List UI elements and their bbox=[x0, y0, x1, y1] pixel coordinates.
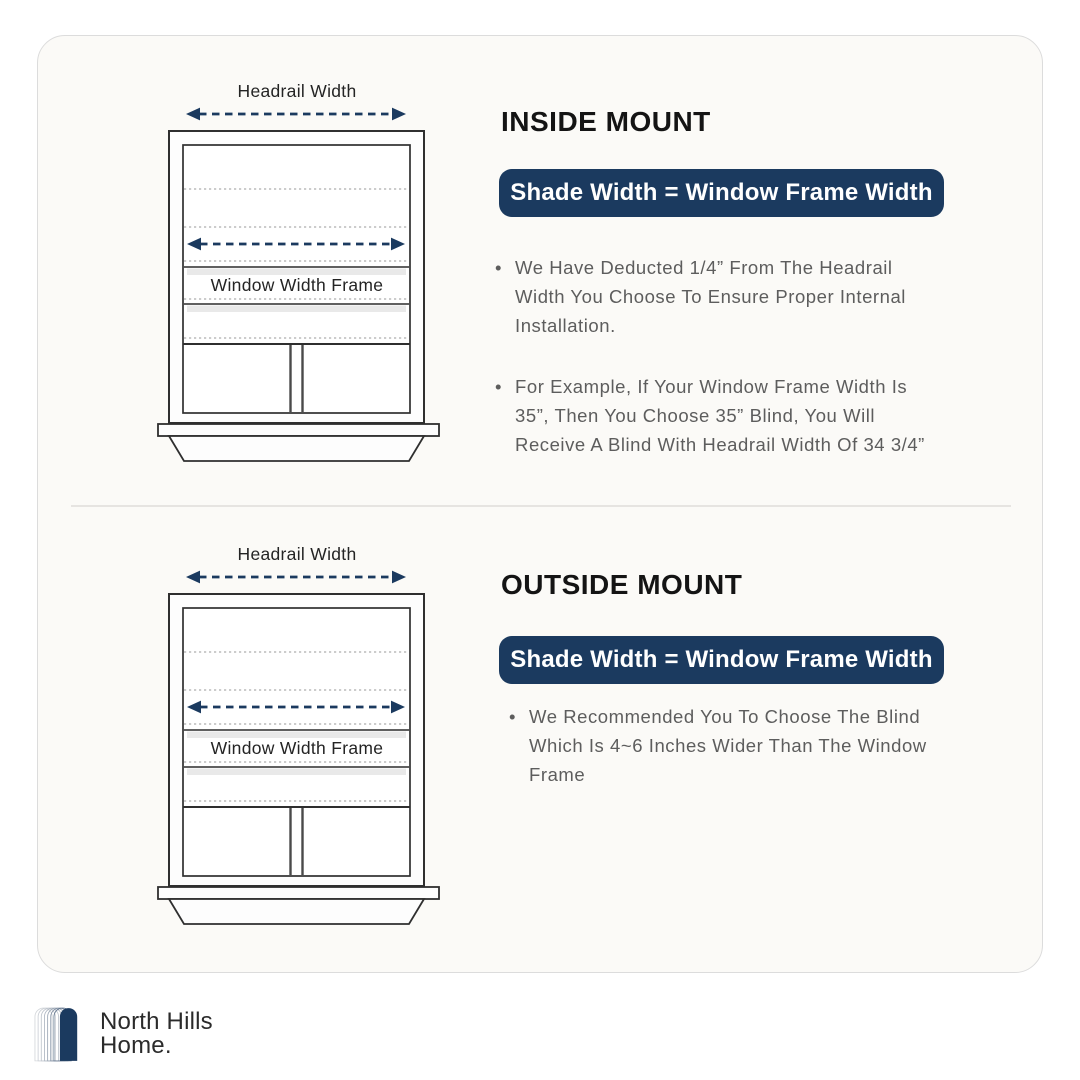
info-card bbox=[37, 35, 1043, 973]
window-width-frame-label: Window Width Frame bbox=[210, 738, 384, 758]
inside-mount-heading: INSIDE MOUNT bbox=[501, 106, 711, 137]
bullet-line: Width You Choose To Ensure Proper Internal bbox=[515, 286, 906, 307]
arch-logo-icon bbox=[34, 1004, 82, 1064]
window-apron bbox=[169, 899, 424, 924]
headrail-arrow-icon bbox=[186, 571, 406, 584]
headrail-width-label: Headrail Width bbox=[237, 544, 357, 564]
outside-shade-width-badge: Shade Width = Window Frame Width bbox=[499, 636, 944, 684]
bullet-line: Receive A Blind With Headrail Width Of 34 3/4” bbox=[515, 434, 925, 455]
outside-mount-heading: OUTSIDE MOUNT bbox=[501, 569, 743, 600]
brand-name-line2: Home. bbox=[100, 1032, 172, 1059]
window-apron bbox=[169, 436, 424, 461]
window-width-frame-label: Window Width Frame bbox=[210, 275, 384, 295]
bullet-item bbox=[495, 372, 985, 459]
bullet-line: • For Example, If Your Window Frame Width Is bbox=[515, 376, 908, 397]
brand-name-line1: North Hills bbox=[100, 1008, 213, 1035]
bullet-line: • We Recommended You To Choose The Blind bbox=[529, 706, 921, 727]
outside-mount-bullet-list bbox=[509, 702, 999, 789]
bullet-line: • We Have Deducted 1/4” From The Headrail bbox=[515, 257, 893, 278]
bullet-line: 35”, Then You Choose 35” Blind, You Will bbox=[515, 405, 876, 426]
inside-mount-bullet-list bbox=[495, 253, 985, 459]
inside-shade-width-badge: Shade Width = Window Frame Width bbox=[499, 169, 944, 217]
bullet-line: Which Is 4~6 Inches Wider Than The Window bbox=[529, 735, 927, 756]
brand-name bbox=[100, 1010, 213, 1058]
headrail-width-label: Headrail Width bbox=[237, 81, 357, 101]
section-divider bbox=[71, 505, 1011, 507]
bullet-line: Installation. bbox=[515, 315, 616, 336]
bullet-item bbox=[509, 702, 999, 789]
bullet-line: Frame bbox=[529, 764, 586, 785]
window-diagram-outside-mount bbox=[141, 536, 461, 936]
headrail-arrow-icon bbox=[186, 108, 406, 121]
window-diagram-inside-mount bbox=[141, 73, 461, 473]
bullet-item bbox=[495, 253, 985, 340]
brand-logo bbox=[34, 1004, 213, 1064]
window-sill bbox=[158, 887, 439, 899]
window-sill bbox=[158, 424, 439, 436]
